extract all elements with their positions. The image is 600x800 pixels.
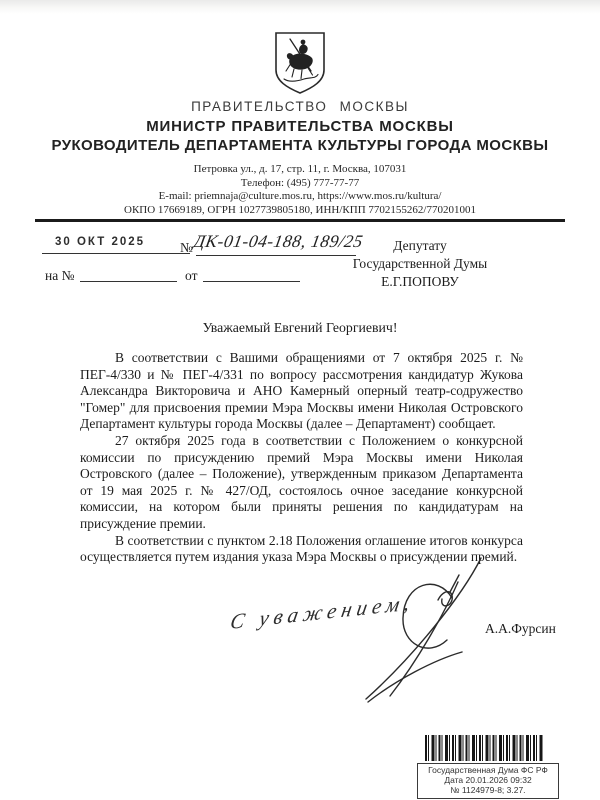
outgoing-date-stamp: 30 ОКТ 2025 xyxy=(55,236,146,248)
government-name: ПРАВИТЕЛЬСТВО МОСКВЫ xyxy=(191,99,409,114)
scan-artifact-band xyxy=(0,0,600,14)
addressee-position: Депутату xyxy=(393,238,447,253)
email-line: E-mail: priemnaja@culture.mos.ru, https://www.mos.ru/kultura/ xyxy=(158,190,442,202)
addressee-name: Е.Г.ПОПОВУ xyxy=(381,274,459,289)
handwritten-closing: С уважением, xyxy=(228,590,417,634)
number-underline xyxy=(196,255,356,256)
stamp-date-line: Дата 20.01.2026 09:32 xyxy=(444,774,532,785)
duma-receipt-stamp xyxy=(417,763,559,799)
barcode xyxy=(425,735,543,761)
outgoing-number-handwritten: ДК-01-04-188, 189/25 xyxy=(192,231,365,251)
addressee-block xyxy=(335,237,505,291)
registration-codes-line: ОКПО 17669189, ОГРН 1027739805180, ИНН/КПП 7702155262/770201001 xyxy=(124,203,476,216)
phone-line: Телефон: (495) 777-77-77 xyxy=(240,176,360,189)
reply-number-blank xyxy=(80,281,177,282)
date-underline xyxy=(42,253,190,254)
salutation: Уважаемый Евгений Георгиевич! xyxy=(202,320,398,335)
header-divider-rule xyxy=(35,219,565,222)
stamp-org-line: Государственная Дума ФС РФ xyxy=(428,765,548,775)
paragraph-1: В соответствии с Вашими обращениями от 7 октября 2025 г. № ПЕГ-4/330 и № ПЕГ-4/331 по вопросу рассмотрения кандидатур Жукова Александра Викторовича и АНО Камерный оперный театр-содружество "Гомер" для присвоения премии Мэра Москвы имени Николая Островского Департамент культуры города Москвы (далее – Департамент) сообщает. xyxy=(80,350,523,432)
letter-body xyxy=(80,350,523,566)
contact-block xyxy=(0,163,600,217)
number-sign: № xyxy=(180,240,193,255)
signer-name: А.А.Фурсин xyxy=(485,621,556,636)
postal-address: Петровка ул., д. 17, стр. 11, г. Москва, 107031 xyxy=(193,163,407,175)
sender-title-line2: РУКОВОДИТЕЛЬ ДЕПАРТАМЕНТА КУЛЬТУРЫ ГОРОДА МОСКВЫ xyxy=(51,137,549,154)
paragraph-2: 27 октября 2025 года в соответствии с Положением о конкурсной комиссии по присуждению премий Мэра Москвы имени Николая Островского (далее – Положение), утвержденным приказом Департамента от 19 мая 2025 г. № 427/ОД, состоялось очное заседание конкурсной комиссии, на котором были приняты решения по кандидатурам на присуждение премии. xyxy=(80,432,523,531)
paragraph-3: В соответствии с пунктом 2.18 Положения оглашение итогов конкурса осуществляется путем издания указа Мэра Москвы о присуждении премий. xyxy=(80,532,523,565)
reply-to-number-label: на № xyxy=(45,268,75,283)
stamp-number-line: № 1124979-8; 3.27. xyxy=(450,784,526,795)
reply-from-label: от xyxy=(185,268,198,283)
sender-title-line1: МИНИСТР ПРАВИТЕЛЬСТВА МОСКВЫ xyxy=(146,118,454,135)
handwritten-signature-flourish xyxy=(200,548,500,718)
moscow-coat-of-arms-icon xyxy=(272,30,328,96)
reply-date-blank xyxy=(203,281,300,282)
addressee-organization: Государственной Думы xyxy=(352,256,488,271)
